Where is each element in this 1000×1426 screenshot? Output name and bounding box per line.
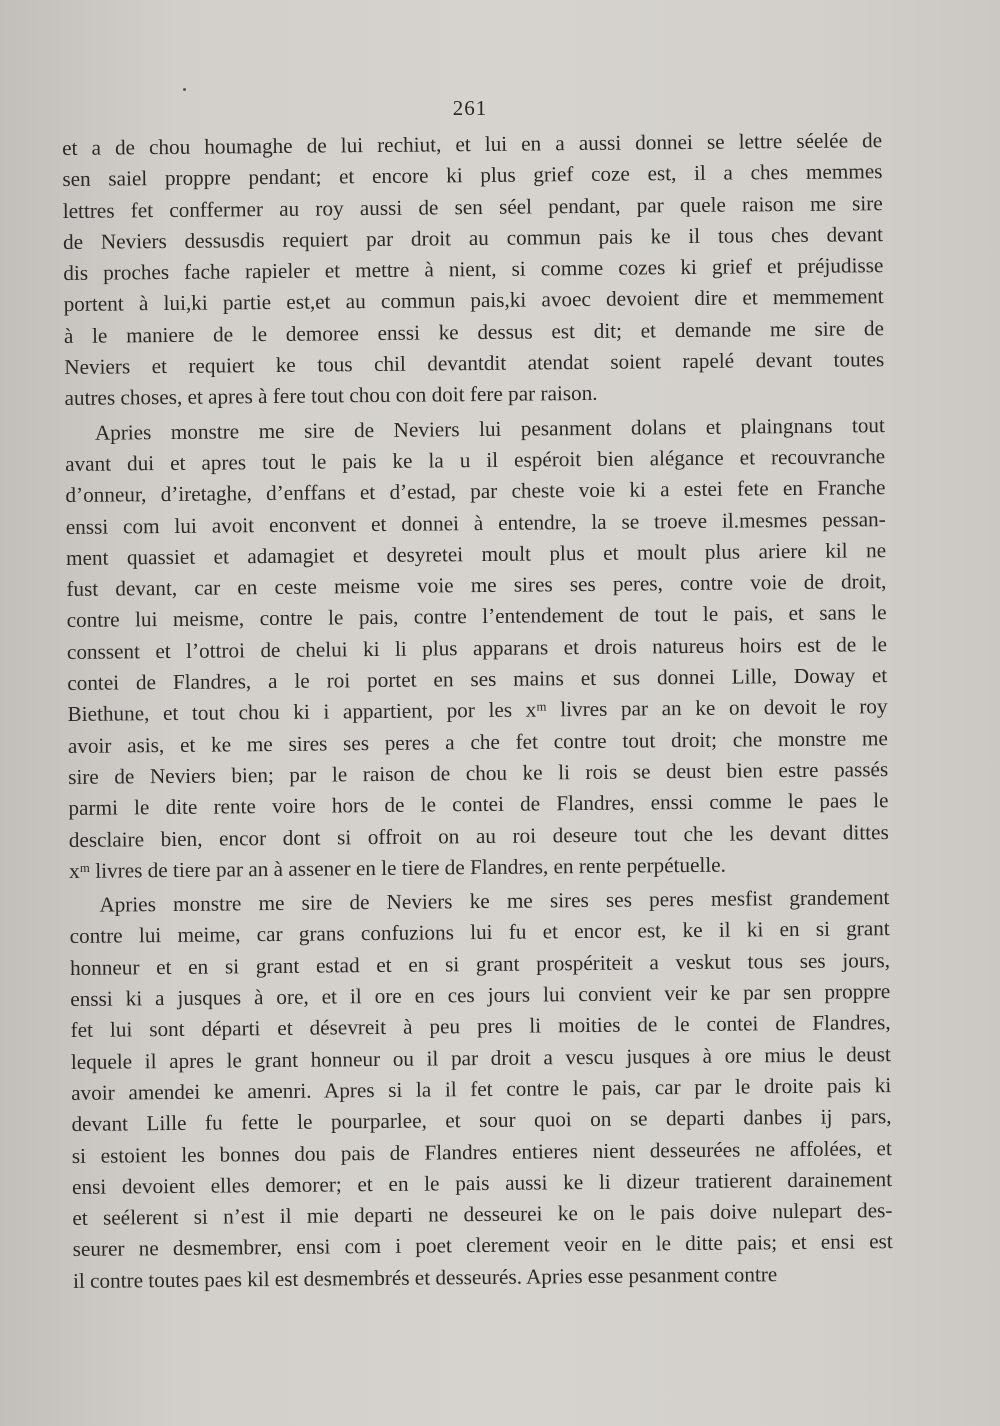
text-line: xᵐ livres de tiere par an à assener en le tiere de Flandres, en rente perpétuelle. bbox=[68, 852, 727, 883]
text-line: contei de Flandres, a le roi portet en ses mains et sus donnei Lille, Doway et bbox=[67, 663, 888, 696]
text-line: et a de chou houmaghe de lui rechiut, et lui en a aussi donnei se lettre séelée de bbox=[62, 128, 883, 160]
text-line: enssi com lui avoit enconvent et donnei à entendre, la se troeve il.mesmes pessan- bbox=[65, 506, 886, 539]
text-line: contre lui meime, car grans confuzions lui fu et encor est, ke il ki en si grant bbox=[69, 916, 890, 949]
text-line: Apries monstre me sire de Neviers lui pesanment dolans et plaingnans tout bbox=[94, 412, 885, 445]
text-line: avoir amendei ke amenri. Apres si la il fet contre le pais, car par le droite pais ki bbox=[71, 1072, 892, 1105]
text-line: seurer ne desmembrer, ensi com i poet clerement veoir en le ditte pais; et ensi est bbox=[72, 1229, 893, 1262]
text-line: desclaire bien, encor dont si offroit on au roi deseure tout che les devant dittes bbox=[68, 819, 889, 852]
text-line: d’onneur, d’iretaghe, d’enffans et d’estad, par cheste voie ki a estei fete en Franche bbox=[65, 475, 886, 508]
text-line: ment quassiet et adamagiet et desyretei moult plus et moult plus ariere kil ne bbox=[65, 537, 887, 570]
text-line: Apries monstre me sire de Neviers ke me sires ses peres mesfist grandement bbox=[99, 885, 890, 917]
text-line: Biethune, et tout chou ki i appartient, por les xᵐ livres par an ke on devoit le roy bbox=[67, 694, 888, 727]
text-line: parmi le dite rente voire hors de le contei de Flandres, enssi comme le paes le bbox=[68, 788, 889, 821]
text-line: honneur et en si grant estad et en si grant prospériteit a veskut tous ses jours, bbox=[69, 947, 891, 980]
text-line: Neviers et requiert ke tous chil devantdit atendat soient rapelé devant toutes bbox=[64, 347, 885, 380]
text-line: avant dui et apres tout le pais ke la u il espéroit bien alégance et recouvranche bbox=[65, 444, 886, 476]
text-line: si estoient les bonnes dou pais de Flandres entieres nient desseurées ne affolées, et bbox=[71, 1135, 892, 1168]
body-text bbox=[62, 125, 893, 1297]
text-line: il contre toutes paes kil est desmembrés et desseurés. Apries esse pesanment contre bbox=[72, 1261, 778, 1293]
text-line: portent à lui,ki partie est,et au commun pais,ki avoec devoient dire et memmement bbox=[63, 284, 884, 317]
text-line: devant Lille fu fette le pourparlee, et sour quoi on se departi danbes ij pars, bbox=[71, 1104, 892, 1137]
text-line: lettres fet conffermer au roy aussi de sen séel pendant, par quele raison me sire bbox=[62, 190, 883, 223]
text-line: fust devant, car en ceste meisme voie me sires ses peres, contre voie de droit, bbox=[66, 569, 887, 602]
text-line: fet lui sont départi et désevreit à peu pres li moities de le contei de Flandres, bbox=[70, 1010, 891, 1043]
text-line: avoir asis, et ke me sires ses peres a che fet contre tout droit; che monstre me bbox=[67, 725, 888, 758]
text-line: de Neviers dessusdis requiert par droit au commun pais ke il tous ches devant bbox=[62, 222, 884, 254]
text-line: sen saiel proppre pendant; et encore ki plus grief coze est, il a ches memmes bbox=[62, 159, 883, 192]
page-number: 261 bbox=[452, 96, 488, 120]
text-line: enssi ki a jusques à ore, et il ore en ces jours lui convient veir ke par sen proppre bbox=[70, 979, 891, 1011]
text-line: autres choses, et apres à fere tout chou con doit fere par raison. bbox=[64, 381, 598, 411]
paragraph bbox=[65, 410, 889, 887]
text-line: et seélerent si n’est il mie departi ne desseurei ke on le pais doive nulepart des- bbox=[72, 1198, 893, 1231]
ink-speck bbox=[183, 88, 186, 91]
text-line: contre lui meisme, contre le pais, contre l’entendement de tout le pais, et sans le bbox=[66, 600, 887, 633]
text-line: conssent et l’ottroi de chelui ki li plus apparans et drois natureus hoirs est de le bbox=[66, 631, 888, 664]
text-line: dis proches fache rapieler et mettre à nient, si comme cozes ki grief et préjudisse bbox=[63, 253, 884, 286]
text-line: lequele il apres le grant honneur ou il par droit a vescu jusques à ore mius le deust bbox=[70, 1041, 891, 1074]
paragraph bbox=[69, 882, 893, 1297]
text-line: ensi devoient elles demorer; et en le pais aussi ke li dizeur tratierent darainement bbox=[72, 1166, 893, 1199]
text-line: sire de Neviers bien; par le raison de chou ke li rois se deust bien estre passés bbox=[68, 757, 889, 789]
text-line: à le maniere de le demoree enssi ke dessus est dit; et demande me sire de bbox=[63, 315, 885, 348]
paragraph bbox=[62, 125, 885, 415]
